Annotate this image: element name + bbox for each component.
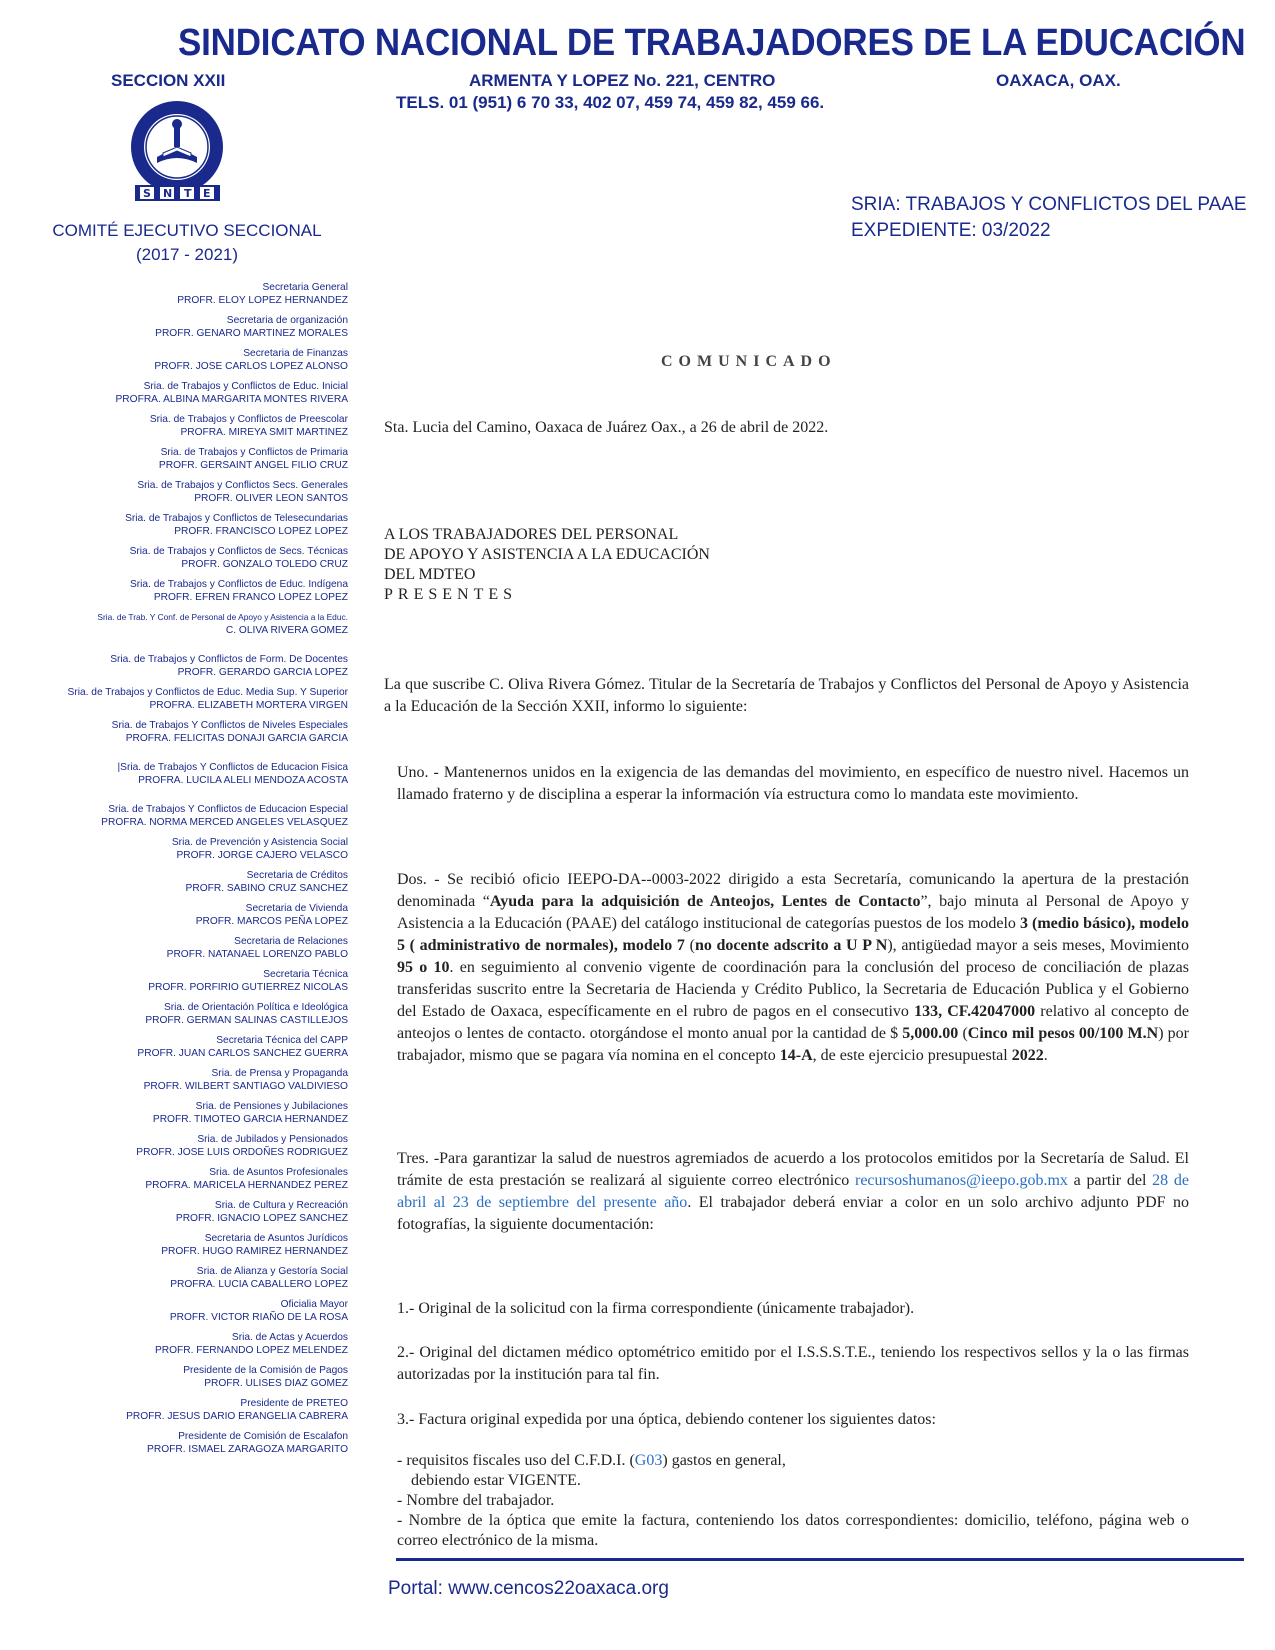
roster-name: PROFR. JOSE LUIS ORDOÑES RODRIGUEZ (136, 1147, 348, 1158)
committee-title: COMITÉ EJECUTIVO SECCIONAL (52, 221, 322, 240)
roster-role: Presidente de Comisión de Escalafon (178, 1431, 348, 1442)
roster-role: Sria. de Trabajos y Conflictos Secs. Generales (137, 480, 348, 491)
roster-role: Sria. de Trabajos y Conflictos de Form. De Docentes (110, 654, 348, 665)
text-run: ) por trabajador, mismo que se pagara vía nomina en el concepto (397, 1025, 1189, 1064)
roster-entry (40, 935, 348, 961)
bullet-item: - Nombre del trabajador. (397, 1492, 555, 1509)
bullet-item: - Nombre de la óptica que emite la factura, conteniendo los datos correspondientes: domicilio, teléfono, página web o correo electrónico de la misma. (397, 1512, 1189, 1549)
text-run: , de este ejercicio presupuestal (812, 1047, 1012, 1064)
roster-entry (40, 314, 348, 340)
roster-role: Sria. de Trabajos y Conflictos de Primaria (160, 447, 348, 458)
models-text: 3 (medio básico), modelo 5 ( administrativo de normales), modelo 7 (397, 915, 1189, 954)
roster-name: PROFR. GERMAN SALINAS CASTILLEJOS (145, 1015, 348, 1026)
requirement-item-1: 1.- Original de la solicitud con la firma correspondiente (únicamente trabajador). (397, 1300, 915, 1317)
file-number: EXPEDIENTE: 03/2022 (851, 220, 1051, 241)
addressee-line: DE APOYO Y ASISTENCIA A LA EDUCACIÓN (384, 546, 710, 563)
union-title: SINDICATO NACIONAL DE TRABAJADORES DE LA EDUCACIÓN (178, 22, 1246, 64)
point-one-paragraph: Uno. - Mantenernos unidos en la exigencia de las demandas del movimiento, en específico de nuestro nivel. Hacemos un llamado fraterno y de disciplina a esperar la información vía estructura como lo mandata este movimiento. (397, 764, 1189, 803)
payroll-concept: 14-A (779, 1047, 813, 1064)
text-run: Dos. - Se recibió oficio IEEPO-DA--0003-2022 dirigido a esta Secretaría, comunicando la apertura de la prestación denominada “ (397, 871, 1189, 910)
portal-link[interactable]: Portal: www.cencos22oaxaca.org (388, 1578, 669, 1599)
roster-name: PROFRA. ALBINA MARGARITA MONTES RIVERA (115, 394, 348, 405)
roster-entry (40, 1166, 348, 1192)
roster-name: PROFRA. LUCILA ALELI MENDOZA ACOSTA (138, 775, 348, 786)
roster-name: PROFR. PORFIRIO GUTIERREZ NICOLAS (148, 982, 348, 993)
roster-entry (40, 1067, 348, 1093)
reference-block (851, 192, 1247, 244)
roster-entry (40, 1199, 348, 1225)
text-run: ), antigüedad mayor a seis meses, Movimiento (887, 937, 1189, 954)
header-phones: TELS. 01 (951) 6 70 33, 402 07, 459 74, 459 82, 459 66. (396, 93, 825, 112)
roster-role: Oficialia Mayor (280, 1299, 348, 1310)
roster-entry (40, 1298, 348, 1324)
roster-name: PROFR. GONZALO TOLEDO CRUZ (181, 559, 348, 570)
roster-entry (40, 1133, 348, 1159)
roster-role: Sria. de Trabajos y Conflictos de Educ. Indígena (129, 579, 348, 590)
addressee-line: DEL MDTEO (384, 566, 476, 583)
roster-name: PROFR. GERARDO GARCIA LOPEZ (177, 667, 348, 678)
roster-role: Secretaria Técnica del CAPP (216, 1035, 348, 1046)
roster-name: PROFR. JOSE CARLOS LOPEZ ALONSO (154, 361, 348, 372)
roster-role: Sria. de Trabajos y Conflictos de Educ. Media Sup. Y Superior (67, 687, 348, 698)
cfdi-code: G03 (634, 1452, 663, 1469)
roster-name: PROFRA. ELIZABETH MORTERA VIRGEN (149, 700, 348, 711)
consecutive-code: 133, CF.42047000 (914, 1003, 1036, 1020)
roster-entry (40, 836, 348, 862)
roster-role: Sria. de Trabajos Y Conflictos de Educacion Especial (108, 804, 348, 815)
roster-role: Sria. de Jubilados y Pensionados (197, 1134, 348, 1145)
roster-entry (40, 1001, 348, 1027)
roster-name: PROFR. TIMOTEO GARCIA HERNANDEZ (152, 1114, 348, 1125)
secretariat-ref: SRIA: TRABAJOS Y CONFLICTOS DEL PAAE (851, 194, 1247, 215)
roster-entry (40, 869, 348, 895)
text-run: - requisitos fiscales uso del C.F.D.I. ( (397, 1452, 635, 1469)
section-label: SECCION XXII (111, 71, 226, 90)
roster-name: PROFRA. FELICITAS DONAJI GARCIA GARCIA (125, 733, 348, 744)
roster-role: Sria. de Trabajos y Conflictos de Secs. Técnicas (129, 546, 348, 557)
roster-entry (40, 545, 348, 571)
roster-entry (40, 281, 348, 307)
text-run: ( (958, 1025, 968, 1042)
roster-entry (40, 1265, 348, 1291)
text-run: ”, bajo minuta al Personal de Apoyo y Asistencia a la Educación (PAAE) del catálogo institucional de categorías puestos de los modelo (397, 893, 1189, 932)
roster-name: C. OLIVA RIVERA GOMEZ (225, 625, 348, 636)
text-run: . en seguimiento al convenio vigente de coordinación para la conclusión del proceso de conciliación de plazas transferidas suscrito entre la Secretaria de Hacienda y Crédito Publico, la Secretaria de Educación Publica y el Gobierno del Estado de Oaxaca, específicamente en el rubro de pagos en el consecutivo (397, 959, 1190, 1020)
roster-name: PROFR. OLIVER LEON SANTOS (194, 493, 348, 504)
roster-entry (40, 413, 348, 439)
roster-entry (40, 1430, 348, 1456)
addressee-block (384, 525, 710, 605)
movement-codes: 95 o 10 (397, 959, 450, 976)
roster-role: |Sria. de Trabajos Y Conflictos de Educacion Fisica (117, 762, 348, 773)
roster-name: PROFR. JORGE CAJERO VELASCO (176, 850, 348, 861)
svg-text:S: S (143, 187, 151, 200)
roster-name: PROFR. EFREN FRANCO LOPEZ LOPEZ (153, 592, 348, 603)
addressee-line: A LOS TRABAJADORES DEL PERSONAL (384, 526, 679, 543)
roster-role: Sria. de Trabajos Y Conflictos de Niveles Especiales (111, 720, 348, 731)
roster-role: Secretaria de Créditos (246, 870, 348, 881)
intro-paragraph: La que suscribe C. Oliva Rivera Gómez. Titular de la Secretaría de Trabajos y Conflictos del Personal de Apoyo y Asistencia a la Educación de la Sección XXII, informo lo siguiente: (384, 676, 1189, 715)
letter-date: Sta. Lucia del Camino, Oaxaca de Juárez Oax., a 26 de abril de 2022. (384, 419, 829, 436)
roster-entry (40, 686, 348, 712)
roster-role: Sria. de Actas y Acuerdos (231, 1332, 348, 1343)
roster-name: PROFR. IGNACIO LOPEZ SANCHEZ (175, 1213, 348, 1224)
roster-name: PROFR. JUAN CARLOS SANCHEZ GUERRA (137, 1048, 348, 1059)
roster-role: Secretaria de Asuntos Jurídicos (204, 1233, 348, 1244)
svg-text:N: N (163, 187, 173, 200)
roster-role: Sria. de Alianza y Gestoría Social (196, 1266, 348, 1277)
bullet-continuation: debiendo estar VIGENTE. (411, 1472, 581, 1489)
snte-logo (121, 97, 234, 210)
committee-block (52, 219, 322, 267)
roster-entry (40, 446, 348, 472)
roster-role: Secretaria de Vivienda (245, 903, 348, 914)
addressee-line: PRESENTES (384, 586, 518, 603)
roster-role: Secretaria de Relaciones (234, 936, 348, 947)
roster-entry (40, 347, 348, 373)
invoice-requirements (397, 1451, 1189, 1551)
roster-role: Presidente de la Comisión de Pagos (183, 1365, 348, 1376)
footer-divider (396, 1558, 1244, 1561)
roster-entry (40, 761, 348, 787)
text-run: . El trabajador deberá enviar a color en un solo archivo adjunto PDF no fotografías, la siguiente documentación: (397, 1194, 1189, 1233)
roster-name: PROFR. VICTOR RIAÑO DE LA ROSA (169, 1312, 348, 1323)
roster-name: PROFRA. MARICELA HERNANDEZ PEREZ (145, 1180, 348, 1191)
bullet-item (397, 1451, 1189, 1471)
roster-role: Sria. de Trab. Y Conf. de Personal de Apoyo y Asistencia a la Educ. (97, 612, 348, 622)
roster-role: Sria. de Trabajos y Conflictos de Educ. Inicial (143, 381, 348, 392)
roster-name: PROFR. ULISES DIAZ GOMEZ (204, 1378, 348, 1389)
requirement-item-2: 2.- Original del dictamen médico optométrico emitido por el I.S.S.S.T.E., teniendo los respectivos sellos y la o las firmas autorizadas por la institución para tal fin. (397, 1344, 1189, 1383)
roster-role: Presidente de PRETEO (240, 1398, 348, 1409)
roster-entry (40, 902, 348, 928)
roster-entry (40, 803, 348, 829)
text-run: . (1043, 1047, 1048, 1064)
roster-name: PROFR. ISMAEL ZARAGOZA MARGARITO (147, 1444, 348, 1455)
committee-period: (2017 - 2021) (135, 245, 239, 264)
roster-name: PROFRA. NORMA MERCED ANGELES VELASQUEZ (101, 817, 348, 828)
roster-role: Sria. de Pensiones y Jubilaciones (195, 1101, 348, 1112)
roster-name: PROFR. ELOY LOPEZ HERNANDEZ (177, 295, 348, 306)
roster-entry (40, 1364, 348, 1390)
roster-name: PROFRA. LUCIA CABALLERO LOPEZ (170, 1279, 348, 1290)
roster-name: PROFR. SABINO CRUZ SANCHEZ (185, 883, 348, 894)
text-run: a partir del (1067, 1172, 1153, 1189)
roster-role: Sria. de Trabajos y Conflictos de Telesecundarias (125, 513, 348, 524)
roster-entry (40, 719, 348, 745)
roster-role: Sria. de Prensa y Propaganda (211, 1068, 348, 1079)
roster-entry (40, 1232, 348, 1258)
roster-name: PROFR. NATANAEL LORENZO PABLO (166, 949, 348, 960)
roster-entry (40, 968, 348, 994)
committee-roster (40, 281, 348, 1463)
roster-entry (40, 479, 348, 505)
amount-words: Cinco mil pesos 00/100 M.N (967, 1025, 1159, 1042)
header-city: OAXACA, OAX. (996, 71, 1121, 90)
roster-entry (40, 1100, 348, 1126)
text-run: relativo al concepto de anteojos o lentes de contacto. otorgándose el monto anual por la cantidad de $ (397, 1003, 1190, 1042)
roster-name: PROFR. GERSAINT ANGEL FILIO CRUZ (158, 460, 348, 471)
roster-name: PROFR. MARCOS PEÑA LOPEZ (195, 916, 348, 927)
svg-text:E: E (203, 187, 211, 200)
upn-text: no docente adscrito a U P N (694, 937, 888, 954)
roster-entry (40, 1034, 348, 1060)
roster-name: PROFR. FRANCISCO LOPEZ LOPEZ (174, 526, 348, 537)
roster-role: Sria. de Trabajos y Conflictos de Preescolar (149, 414, 348, 425)
text-run: ) gastos en general, (662, 1452, 786, 1469)
roster-name: PROFRA. MIREYA SMIT MARTINEZ (180, 427, 348, 438)
roster-name: PROFR. WILBERT SANTIAGO VALDIVIESO (143, 1081, 348, 1092)
roster-name: PROFR. JESUS DARIO ERANGELIA CABRERA (126, 1411, 348, 1422)
date-range: 28 de abril al 23 de septiembre del presente año (397, 1172, 1189, 1211)
roster-role: Secretaria de organización (226, 315, 348, 326)
point-two-paragraph (397, 869, 1189, 1067)
benefit-name: Ayuda para la adquisición de Anteojos, Lentes de Contacto (489, 893, 921, 910)
amount: 5,000.00 (902, 1025, 959, 1042)
roster-name: PROFR. GENARO MARTINEZ MORALES (155, 328, 348, 339)
document-heading: COMUNICADO (661, 353, 837, 370)
roster-entry (40, 611, 348, 637)
roster-entry (40, 1331, 348, 1357)
roster-role: Sria. de Prevención y Asistencia Social (171, 837, 348, 848)
roster-role: Secretaria Técnica (263, 969, 348, 980)
svg-text:T: T (184, 187, 192, 200)
fiscal-year: 2022 (1011, 1047, 1044, 1064)
header-address: ARMENTA Y LOPEZ No. 221, CENTRO (469, 71, 776, 90)
email-link[interactable]: recursoshumanos@ieepo.gob.mx (855, 1172, 1068, 1189)
roster-entry (40, 1397, 348, 1423)
point-three-paragraph (397, 1148, 1189, 1236)
requirement-item-3: 3.- Factura original expedida por una óptica, debiendo contener los siguientes datos: (397, 1411, 936, 1428)
roster-role: Sria. de Asuntos Profesionales (209, 1167, 348, 1178)
text-run: Tres. -Para garantizar la salud de nuestros agremiados de acuerdo a los protocolos emitidos por la Secretaría de Salud. El trámite de esta prestación se realizará al siguiente correo electrónico (397, 1150, 1189, 1189)
roster-entry (40, 653, 348, 679)
roster-name: PROFR. FERNANDO LOPEZ MELENDEZ (154, 1345, 348, 1356)
roster-role: Sria. de Orientación Política e Ideológica (163, 1002, 348, 1013)
roster-role: Secretaria de Finanzas (243, 348, 348, 359)
roster-role: Sria. de Cultura y Recreación (214, 1200, 348, 1211)
roster-entry (40, 512, 348, 538)
roster-entry (40, 380, 348, 406)
roster-entry (40, 578, 348, 604)
text-run: ( (684, 937, 695, 954)
roster-name: PROFR. HUGO RAMIREZ HERNANDEZ (161, 1246, 348, 1257)
roster-role: Secretaria General (262, 282, 348, 293)
